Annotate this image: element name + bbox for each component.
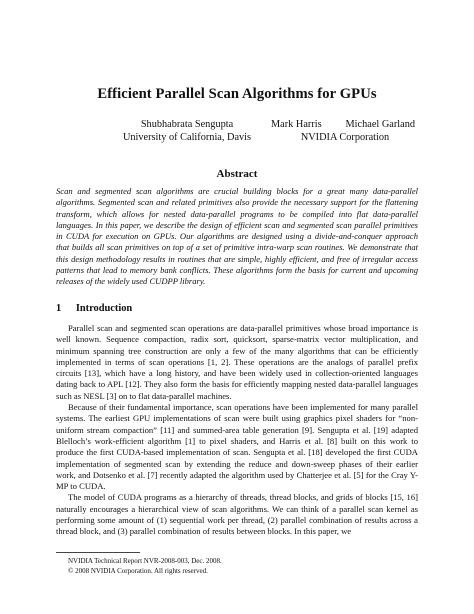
author-name: Michael Garland [345, 119, 415, 130]
footnote [68, 556, 222, 576]
footnote-rule [56, 552, 140, 553]
author-name: Shubhabrata Sengupta [140, 119, 234, 130]
footnote-copyright: © 2008 NVIDIA Corporation. All rights reserved. [68, 567, 208, 575]
section-number: 1 [56, 303, 62, 314]
paragraph: The model of CUDA programs as a hierarchy of threads, thread blocks, and grids of blocks [15, 16] naturally encourages a hierarchical view of scan algorithms. We can think of a parallel scan kernel as performing some amount of (1) sequential work per thread, (2) parallel combination of results across a thread block, and (3) parallel combination of results between blocks. In this paper, we [56, 492, 418, 537]
paragraph: Because of their fundamental importance, scan operations have been implemented for many parallel systems. The earliest GPU implementations of scan were built using graphics pixel shaders for “non-uniform stream compaction” [11] and summed-area table generation [9]. Sengupta et al. [19] adapted Blelloch’s work-efficient algorithm [1] to pixel shaders, and Harris et al. [8] built on this work to produce the first CUDA-based implementation of scan. Sengupta et al. [18] developed the first CUDA implementation of segmented scan by extending the reduce and down-sweep phases of their earlier work, and Dotsenko et al. [7] recently adapted the algorithm used by Chatterjee et al. [5] for the Cray Y-MP to CUDA. [56, 402, 418, 492]
paragraph: Parallel scan and segmented scan operations are data-parallel primitives whose broad importance is well known. Sequence compaction, radix sort, quicksort, sparse-matrix vector multiplication, and minimum spanning tree construction are only a few of the many algorithms that can be efficiently implemented in terms of scan operations [1, 2]. These operations are the analogs of parallel prefix circuits [13], which have a long history, and have been widely used in collection-oriented languages dating back to APL [12]. They also form the basis for efficiently mapping nested data-parallel languages such as NESL [3] on to flat data-parallel machines. [56, 323, 418, 401]
author-affiliation: University of California, Davis [122, 131, 252, 143]
footnote-report: NVIDIA Technical Report NVR-2008-003, Dec. 2008. [68, 557, 222, 565]
section-heading [56, 303, 132, 314]
author-block-ucdavis [117, 119, 257, 144]
introduction-body [56, 323, 418, 538]
author-block-nvidia [261, 119, 429, 144]
abstract-heading: Abstract [216, 168, 258, 180]
section-title: Introduction [75, 303, 133, 314]
author-names-row [261, 119, 429, 132]
author-name: Mark Harris [271, 119, 322, 130]
abstract-text: Scan and segmented scan algorithms are crucial building blocks for a great many data-parallel algorithms. Segmented scan and related primitives also provide the necessary support for the flattening transform, which allows for nested data-parallel programs to be compiled into flat data-parallel languages. In this paper, we describe the design of efficient scan and segmented scan parallel primitives in CUDA for execution on GPUs. Our algorithms are designed using a divide-and-conquer approach that builds all scan primitives on top of a set of primitive intra-warp scan routines. We demonstrate that this design methodology results in routines that are simple, highly efficient, and free of irregular access patterns that lead to memory bank conflicts. These algorithms form the basis for current and upcoming releases of the widely used CUDPP library. [56, 186, 418, 286]
paper-title: Efficient Parallel Scan Algorithms for GPUs [97, 86, 377, 102]
author-affiliation: NVIDIA Corporation [300, 131, 390, 143]
